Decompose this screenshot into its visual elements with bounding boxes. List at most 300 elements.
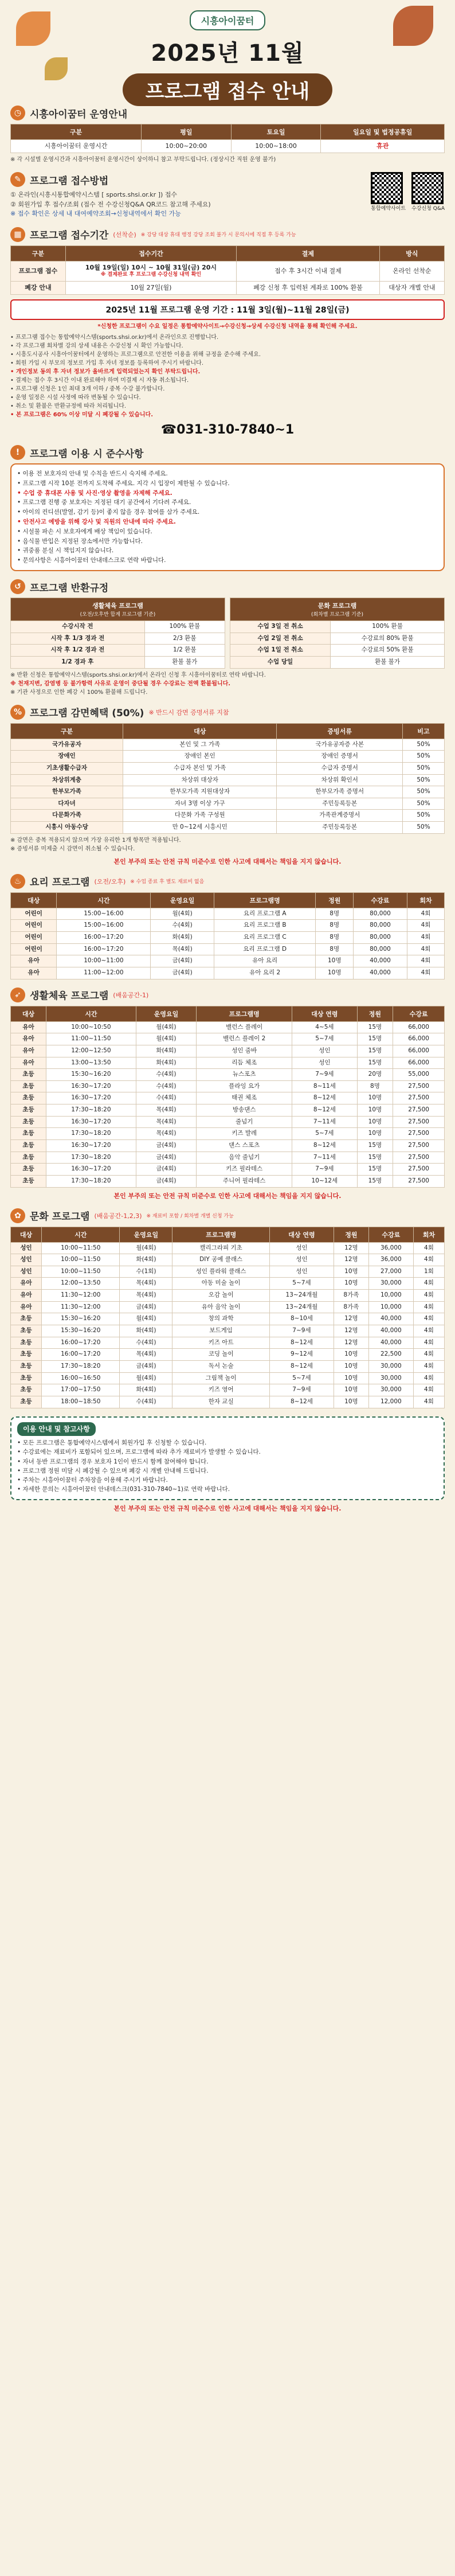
- sports-cell: 초등: [11, 1139, 46, 1152]
- cooking-cell: 금(4회): [151, 955, 214, 967]
- sports-cell: 55,000: [393, 1069, 445, 1081]
- sports-cell: 66,000: [393, 1057, 445, 1069]
- cooking-cell: 요리 프로그램 A: [214, 908, 315, 920]
- table-row: [11, 1325, 445, 1337]
- footer-line: • 자세한 문의는 시흥아이꿈터 안내데스크(031-310-7840~1)로 연락 바랍니다.: [17, 1486, 230, 1493]
- discount-cell: 다문화가족: [11, 810, 123, 822]
- refund-title: 프로그램 반환규정: [30, 582, 109, 594]
- sports-header: 프로그램명: [197, 1006, 292, 1021]
- table-row: [11, 762, 445, 774]
- culture-cell: 초등: [11, 1396, 42, 1408]
- table-row: [11, 822, 445, 834]
- footer-line: • 모든 프로그램은 통합예약시스템에서 회원가입 후 신청할 수 있습니다.: [17, 1439, 207, 1447]
- sports-section: [10, 988, 445, 1200]
- discount-cell: 주민등록등본: [277, 798, 403, 810]
- cooking-title-sub: (오전/오후): [94, 877, 126, 885]
- hours-cell: 10:00~20:00: [142, 140, 232, 153]
- qr-label: 통합예약사이트: [371, 206, 406, 212]
- culture-cell: 월(4회): [120, 1372, 172, 1384]
- period-bullet: • 개인정보 동의 후 자녀 정보가 올바르게 입력되었는지 확인 부탁드립니다.: [10, 369, 201, 376]
- cooking-cell: 4회: [407, 967, 444, 979]
- sports-cell: 66,000: [393, 1033, 445, 1045]
- safety-warning: 본인 부주의 또는 안전 규칙 미준수로 인한 사고에 대해서는 책임을 지지 않습니다.: [113, 857, 342, 865]
- culture-cell: 목(4회): [120, 1290, 172, 1302]
- culture-cell: 40,000: [368, 1337, 413, 1349]
- culture-cell: 30,000: [368, 1384, 413, 1396]
- culture-cell: 보드게임: [172, 1325, 269, 1337]
- sports-cell: 15명: [357, 1175, 393, 1187]
- culture-cell: 성인: [11, 1266, 42, 1278]
- culture-cell: 7~9세: [269, 1384, 334, 1396]
- period-cell: 10월 19일(일) 10시 ~ 10월 31일(금) 20시: [85, 263, 217, 271]
- sports-cell: 16:30~17:20: [46, 1139, 136, 1152]
- cooking-cell: 수(4회): [151, 920, 214, 932]
- sports-cell: 27,500: [393, 1175, 445, 1187]
- cooking-header: 대상: [11, 892, 57, 908]
- cooking-cell: 유아 요리: [214, 955, 315, 967]
- sports-cell: 4~5세: [292, 1021, 358, 1033]
- refund-note: ※ 천재지변, 감염병 등 불가항력 사유로 운영이 중단될 경우 수강료는 전액 환불됩니다.: [10, 680, 231, 687]
- culture-cell: 코딩 놀이: [172, 1349, 269, 1361]
- cooking-cell: 유아: [11, 967, 57, 979]
- sports-cell: 수(4회): [136, 1092, 197, 1104]
- sports-header: 시간: [46, 1006, 136, 1021]
- culture-cell: 수(4회): [120, 1396, 172, 1408]
- sports-cell: 10명: [357, 1116, 393, 1128]
- discount-note: ※ 증빙서류 미제출 시 감면이 취소될 수 있습니다.: [10, 845, 135, 852]
- sports-cell: 줄넘기: [197, 1116, 292, 1128]
- culture-cell: 16:00~16:50: [42, 1372, 120, 1384]
- sports-cell: 목(4회): [136, 1128, 197, 1140]
- period-header: 접수기간: [65, 245, 236, 261]
- sports-cell: 댄스 스포츠: [197, 1139, 292, 1152]
- discount-cell: 한부모가족 지원대상자: [123, 786, 277, 798]
- safety-warning: 본인 부주의 또는 안전 규칙 미준수로 인한 사고에 대해서는 책임을 지지 않습니다.: [113, 1192, 342, 1200]
- culture-cell: 목(4회): [120, 1349, 172, 1361]
- culture-cell: 13~24개월: [269, 1290, 334, 1302]
- culture-cell: 10명: [334, 1396, 369, 1408]
- culture-cell: 17:00~17:50: [42, 1384, 120, 1396]
- discount-cell: 다문화 가족 구성원: [123, 810, 277, 822]
- culture-title-sub: (배움공간-1,2,3): [94, 1212, 142, 1220]
- sports-cell: 27,500: [393, 1139, 445, 1152]
- culture-cell: 36,000: [368, 1254, 413, 1266]
- sports-cell: 월(4회): [136, 1033, 197, 1045]
- culture-cell: 아동 미술 놀이: [172, 1278, 269, 1290]
- table-row: [11, 1175, 445, 1187]
- period-header: 구분: [11, 245, 66, 261]
- cooking-cell: 10명: [316, 955, 354, 967]
- discount-cell: 50%: [403, 774, 445, 786]
- table-row: [11, 798, 445, 810]
- sports-cell: 17:30~18:20: [46, 1128, 136, 1140]
- period-cell: 프로그램 접수: [11, 261, 66, 281]
- culture-cell: 8~12세: [269, 1396, 334, 1408]
- refund-cell: 수업 2일 전 취소: [230, 633, 331, 645]
- culture-cell: 성인: [269, 1254, 334, 1266]
- culture-cell: 17:30~18:20: [42, 1360, 120, 1372]
- sports-cell: 유아: [11, 1057, 46, 1069]
- cooking-section: [10, 874, 445, 979]
- culture-cell: DIY 공예 클래스: [172, 1254, 269, 1266]
- cooking-cell: 요리 프로그램 B: [214, 920, 315, 932]
- culture-cell: 36,000: [368, 1242, 413, 1254]
- culture-cell: 성인: [269, 1266, 334, 1278]
- rule-line: • 이용 전 보호자의 안내 및 수칙을 반드시 숙지해 주세요.: [17, 470, 168, 478]
- qr-label: 수강신청 Q&A: [411, 206, 445, 212]
- culture-cell: 5~7세: [269, 1278, 334, 1290]
- culture-cell: 성인: [11, 1242, 42, 1254]
- culture-cell: 8~12세: [269, 1360, 334, 1372]
- sports-header: 대상: [11, 1006, 46, 1021]
- discount-cell: 장애인 본인: [123, 751, 277, 763]
- cooking-header: 프로그램명: [214, 892, 315, 908]
- culture-cell: 화(4회): [120, 1325, 172, 1337]
- sports-cell: 성인 줌바: [197, 1045, 292, 1057]
- cooking-cell: 4회: [407, 920, 444, 932]
- rule-line: • 수업 중 휴대폰 사용 및 사진·영상 촬영을 자제해 주세요.: [17, 489, 172, 497]
- culture-cell: 유아 음악 놀이: [172, 1301, 269, 1313]
- discount-cell: 국가유공자증 사본: [277, 739, 403, 751]
- sports-cell: 금(4회): [136, 1175, 197, 1187]
- rule-line: • 귀중품 분실 시 책임지지 않습니다.: [17, 547, 114, 555]
- culture-cell: 4회: [413, 1254, 444, 1266]
- table-row: [11, 1372, 445, 1384]
- sports-cell: 리듬 체조: [197, 1057, 292, 1069]
- culture-cell: 유아: [11, 1278, 42, 1290]
- culture-cell: 10명: [334, 1278, 369, 1290]
- culture-cell: 키즈 아트: [172, 1337, 269, 1349]
- table-row: [11, 1128, 445, 1140]
- footer-line: • 자녀 동반 프로그램의 경우 보호자 1인이 반드시 함께 참여해야 합니다.: [17, 1458, 209, 1465]
- sports-cell: 음악 줄넘기: [197, 1152, 292, 1164]
- discount-title: 프로그램 감면혜택 (50%): [30, 708, 144, 720]
- table-row: [11, 1384, 445, 1396]
- refund-cell: 1/2 경과 후: [11, 656, 145, 668]
- sports-title-sub: (배움공간-1): [113, 991, 149, 999]
- refund-cell: 수강료의 50% 환불: [331, 645, 445, 657]
- culture-cell: 4회: [413, 1372, 444, 1384]
- sports-cell: 20명: [357, 1069, 393, 1081]
- culture-table: [10, 1227, 445, 1408]
- cooking-cell: 4회: [407, 932, 444, 944]
- qr-code-qna[interactable]: [411, 172, 444, 204]
- refund-cell: 2/3 환불: [144, 633, 225, 645]
- culture-cell: 초등: [11, 1313, 42, 1325]
- table-row: [11, 786, 445, 798]
- culture-cell: 12명: [334, 1242, 369, 1254]
- method-section: [10, 172, 445, 219]
- sports-cell: 27,500: [393, 1092, 445, 1104]
- cooking-cell: 유아: [11, 955, 57, 967]
- discount-note: ※ 감면은 중복 적용되지 않으며 가장 유리한 1개 항목만 적용됩니다.: [10, 837, 181, 844]
- discount-cell: 자녀 3명 이상 가구: [123, 798, 277, 810]
- footer-title: 이용 안내 및 참고사항: [17, 1422, 96, 1437]
- sports-cell: 15명: [357, 1139, 393, 1152]
- cooking-cell: 10:00~11:00: [57, 955, 151, 967]
- culture-cell: 8~12세: [269, 1337, 334, 1349]
- culture-cell: 8가족: [334, 1290, 369, 1302]
- qr-code-reservation[interactable]: [371, 172, 403, 204]
- culture-cell: 4회: [413, 1325, 444, 1337]
- period-bullet: • 운영 일정은 시설 사정에 따라 변동될 수 있습니다.: [10, 395, 141, 401]
- table-row: [11, 810, 445, 822]
- running-icon: ➶: [10, 988, 25, 1002]
- culture-cell: 금(4회): [120, 1360, 172, 1372]
- discount-cell: 차상위 확인서: [277, 774, 403, 786]
- culture-cell: 성인: [11, 1254, 42, 1266]
- cooking-cell: 요리 프로그램 D: [214, 943, 315, 955]
- culture-cell: 4회: [413, 1301, 444, 1313]
- footer-line: • 수강료에는 재료비가 포함되어 있으며, 프로그램에 따라 추가 재료비가 발생할 수 있습니다.: [17, 1449, 261, 1456]
- refund-cell: 시작 후 1/3 경과 전: [11, 633, 145, 645]
- table-row: [11, 1069, 445, 1081]
- hours-header: 토요일: [231, 124, 321, 140]
- sports-cell: 10명: [357, 1104, 393, 1117]
- sports-cell: 17:30~18:20: [46, 1175, 136, 1187]
- period-bullet: • 프로그램 신청은 1인 최대 3개 이하 / 중복 수강 불가합니다.: [10, 386, 165, 393]
- cooking-header: 회차: [407, 892, 444, 908]
- sports-cell: 초등: [11, 1080, 46, 1092]
- cooking-cell: 어린이: [11, 920, 57, 932]
- table-row: [11, 943, 445, 955]
- culture-cell: 수(4회): [120, 1337, 172, 1349]
- run-period-banner: 2025년 11월 프로그램 운영 기간 : 11월 3일(월)~11월 28일(금): [10, 299, 445, 320]
- discount-section: [10, 705, 445, 866]
- discount-cell: 다자녀: [11, 798, 123, 810]
- culture-cell: 9~12세: [269, 1349, 334, 1361]
- discount-title-note: ※ 반드시 감면 증명서류 지참: [148, 708, 229, 716]
- period-cell: 폐강 신청 후 입력된 계좌로 100% 환불: [237, 281, 380, 294]
- sports-cell: 초등: [11, 1128, 46, 1140]
- culture-cell: 10:00~11:50: [42, 1266, 120, 1278]
- culture-cell: 독서 논술: [172, 1360, 269, 1372]
- table-row: [11, 1360, 445, 1372]
- culture-cell: 초등: [11, 1384, 42, 1396]
- refund-note: ※ 반환 신청은 통합예약시스템(sports.shsi.or.kr)에서 온라인 신청 후 시흥아이꿈터로 연락 바랍니다.: [10, 672, 266, 678]
- cooking-cell: 금(4회): [151, 967, 214, 979]
- discount-cell: 50%: [403, 762, 445, 774]
- sports-header: 정원: [357, 1006, 393, 1021]
- period-bullet: • 회원 가입 시 부모의 정보로 가입 후 자녀 정보를 등록하여 주시기 바랍니다.: [10, 360, 204, 367]
- run-note: *신청한 프로그램이 수요 일정은 통합예약사이트→수강신청→상세 수강신청 내역을 통해 확인해 주세요.: [97, 323, 358, 330]
- culture-cell: 40,000: [368, 1313, 413, 1325]
- cooking-cell: 어린이: [11, 908, 57, 920]
- table-row: [11, 932, 445, 944]
- culture-cell: 초등: [11, 1325, 42, 1337]
- culture-title-note: ※ 재료비 포함 / 회차별 개별 신청 가능: [146, 1213, 234, 1220]
- cooking-header: 정원: [316, 892, 354, 908]
- culture-cell: 초등: [11, 1349, 42, 1361]
- sports-cell: 15명: [357, 1045, 393, 1057]
- period-bullets: [10, 333, 445, 419]
- rules-title: 프로그램 이용 시 준수사항: [30, 448, 144, 460]
- discount-cell: 국가유공자: [11, 739, 123, 751]
- table-row: [11, 955, 445, 967]
- sports-cell: 화(4회): [136, 1057, 197, 1069]
- culture-cell: 5~7세: [269, 1372, 334, 1384]
- refund-right-sub: (회차별 프로그램 기준): [311, 612, 363, 618]
- hours-header: 구분: [11, 124, 142, 140]
- table-row: [11, 1057, 445, 1069]
- sports-cell: 밸런스 플레이 2: [197, 1033, 292, 1045]
- sports-cell: 키즈 발레: [197, 1128, 292, 1140]
- culture-header: 정원: [334, 1227, 369, 1242]
- discount-cell: 수급자 증명서: [277, 762, 403, 774]
- culture-cell: 30,000: [368, 1278, 413, 1290]
- period-bullet: • 각 프로그램 회차별 강의 상세 내용은 수강신청 시 확인 가능합니다.: [10, 343, 183, 350]
- sports-cell: 16:30~17:20: [46, 1164, 136, 1176]
- discount-cell: 50%: [403, 751, 445, 763]
- period-bullet: • 본 프로그램은 60% 이상 미달 시 폐강될 수 있습니다.: [10, 412, 153, 419]
- footer-line: • 프로그램 정원 미달 시 폐강될 수 있으며 폐강 시 개별 안내해 드립니다.: [17, 1467, 209, 1474]
- contact-phone[interactable]: ☎031-310-7840~1: [160, 423, 295, 438]
- table-row: [11, 1254, 445, 1266]
- cooking-header: 시간: [57, 892, 151, 908]
- period-cell: 대상자 개별 안내: [379, 281, 444, 294]
- refund-cell: 수강료의 80% 환불: [331, 633, 445, 645]
- table-row: [11, 1116, 445, 1128]
- sports-cell: 27,500: [393, 1104, 445, 1117]
- sports-cell: 플라잉 요가: [197, 1080, 292, 1092]
- culture-header: 대상 연령: [269, 1227, 334, 1242]
- culture-cell: 캘리그라피 기초: [172, 1242, 269, 1254]
- discount-cell: 시흥시 아동수당: [11, 822, 123, 834]
- sports-header: 수강료: [393, 1006, 445, 1021]
- sports-cell: 15명: [357, 1164, 393, 1176]
- culture-cell: 4회: [413, 1337, 444, 1349]
- culture-cell: 8~10세: [269, 1313, 334, 1325]
- palette-icon: ✿: [10, 1208, 25, 1223]
- culture-cell: 15:30~16:20: [42, 1325, 120, 1337]
- sports-cell: 초등: [11, 1069, 46, 1081]
- culture-cell: 12명: [334, 1313, 369, 1325]
- cooking-icon: ♨: [10, 874, 25, 889]
- discount-cell: 50%: [403, 822, 445, 834]
- period-title-sub: (선착순): [113, 231, 136, 239]
- sports-cell: 수(4회): [136, 1080, 197, 1092]
- cooking-cell: 어린이: [11, 932, 57, 944]
- culture-cell: 16:00~17:20: [42, 1349, 120, 1361]
- footer-line: • 주차는 시흥아이꿈터 주차장을 이용해 주시기 바랍니다.: [17, 1477, 168, 1484]
- period-cell: 10월 27일(월): [65, 281, 236, 294]
- brand-badge: 시흥아이꿈터: [190, 10, 266, 30]
- period-detail: ※ 결제완료 후 프로그램 수강신청 내역 확인: [100, 272, 202, 278]
- leaf-decoration: [16, 11, 50, 46]
- hours-cell: 10:00~18:00: [231, 140, 321, 153]
- hours-title: 시흥아이꿈터 운영안내: [30, 108, 128, 120]
- refund-note: ※ 기관 사정으로 인한 폐강 시 100% 환불해 드립니다.: [10, 689, 148, 696]
- culture-section: [10, 1208, 445, 1408]
- refund-icon: ↺: [10, 579, 25, 594]
- sports-cell: 17:30~18:20: [46, 1104, 136, 1117]
- sports-cell: 유아: [11, 1045, 46, 1057]
- cooking-cell: 요리 프로그램 C: [214, 932, 315, 944]
- refund-table-culture: [230, 598, 445, 669]
- culture-cell: 성인: [269, 1242, 334, 1254]
- period-bullet: • 결제는 접수 후 3시간 이내 완료해야 하며 미결제 시 자동 취소됩니다.: [10, 377, 189, 384]
- rules-box: [10, 463, 445, 571]
- table-row: [11, 1139, 445, 1152]
- cooking-cell: 15:00~16:00: [57, 920, 151, 932]
- sports-cell: 태권 체조: [197, 1092, 292, 1104]
- sports-cell: 7~11세: [292, 1116, 358, 1128]
- cooking-cell: 8명: [316, 920, 354, 932]
- table-row: [11, 739, 445, 751]
- discount-cell: 차상위 대상자: [123, 774, 277, 786]
- sports-cell: 8~12세: [292, 1104, 358, 1117]
- footer-section: [10, 1416, 445, 1513]
- culture-cell: 1회: [413, 1266, 444, 1278]
- culture-cell: 창의 과학: [172, 1313, 269, 1325]
- method-title: 프로그램 접수방법: [30, 175, 109, 187]
- culture-cell: 목(4회): [120, 1278, 172, 1290]
- sports-cell: 13:00~13:50: [46, 1057, 136, 1069]
- sports-cell: 화(4회): [136, 1045, 197, 1057]
- culture-header: 운영요일: [120, 1227, 172, 1242]
- method-line: ② 회원가입 후 접수/조회 (접수 전 수강신청Q&A QR코드 참고해 주세요): [10, 200, 211, 208]
- sports-cell: 7~9세: [292, 1069, 358, 1081]
- sports-cell: 11:00~11:50: [46, 1033, 136, 1045]
- sports-cell: 초등: [11, 1104, 46, 1117]
- refund-section: [10, 579, 445, 697]
- culture-cell: 13~24개월: [269, 1301, 334, 1313]
- rule-line: • 아이의 컨디션(발열, 감기 등)이 좋지 않을 경우 참여를 삼가 주세요.: [17, 509, 200, 516]
- cooking-cell: 16:00~17:20: [57, 932, 151, 944]
- refund-cell: 100% 환불: [331, 621, 445, 633]
- culture-cell: 초등: [11, 1372, 42, 1384]
- hours-header: 평일: [142, 124, 232, 140]
- table-row: [11, 1337, 445, 1349]
- table-row: [11, 967, 445, 979]
- discount-cell: 본인 및 그 가족: [123, 739, 277, 751]
- culture-cell: 초등: [11, 1360, 42, 1372]
- culture-cell: 4회: [413, 1313, 444, 1325]
- period-header: 방식: [379, 245, 444, 261]
- period-top-note: ※ 강당 대상 휴대 행정 강당 조회 불가 시 문의시에 직접 후 등록 가능: [140, 232, 296, 239]
- refund-cell: 수업 1일 전 취소: [230, 645, 331, 657]
- culture-cell: 10명: [334, 1266, 369, 1278]
- culture-cell: 11:30~12:00: [42, 1290, 120, 1302]
- sports-cell: 8명: [357, 1080, 393, 1092]
- cooking-cell: 목(4회): [151, 943, 214, 955]
- percent-icon: %: [10, 705, 25, 720]
- culture-header: 회차: [413, 1227, 444, 1242]
- table-row: [11, 1021, 445, 1033]
- sports-cell: 초등: [11, 1116, 46, 1128]
- table-row: [11, 1396, 445, 1408]
- period-header: 결제: [237, 245, 380, 261]
- culture-cell: 키즈 영어: [172, 1384, 269, 1396]
- hours-section: [10, 106, 445, 164]
- culture-cell: 오감 놀이: [172, 1290, 269, 1302]
- cooking-cell: 40,000: [353, 967, 407, 979]
- sports-cell: 목(4회): [136, 1104, 197, 1117]
- method-line: ① 온라인(시흥시통합예약시스템 [ sports.shsi.or.kr ]) 접수: [10, 191, 178, 199]
- refund-cell: 시작 후 1/2 경과 전: [11, 645, 145, 657]
- culture-cell: 한자 교실: [172, 1396, 269, 1408]
- discount-cell: 50%: [403, 810, 445, 822]
- sports-cell: 뉴스포츠: [197, 1069, 292, 1081]
- discount-header: 대상: [123, 723, 277, 739]
- table-row: [11, 1092, 445, 1104]
- discount-cell: 기초생활수급자: [11, 762, 123, 774]
- culture-cell: 18:00~18:50: [42, 1396, 120, 1408]
- culture-cell: 16:00~17:20: [42, 1337, 120, 1349]
- cooking-header: 운영요일: [151, 892, 214, 908]
- period-section: [10, 227, 445, 437]
- cooking-cell: 11:00~12:00: [57, 967, 151, 979]
